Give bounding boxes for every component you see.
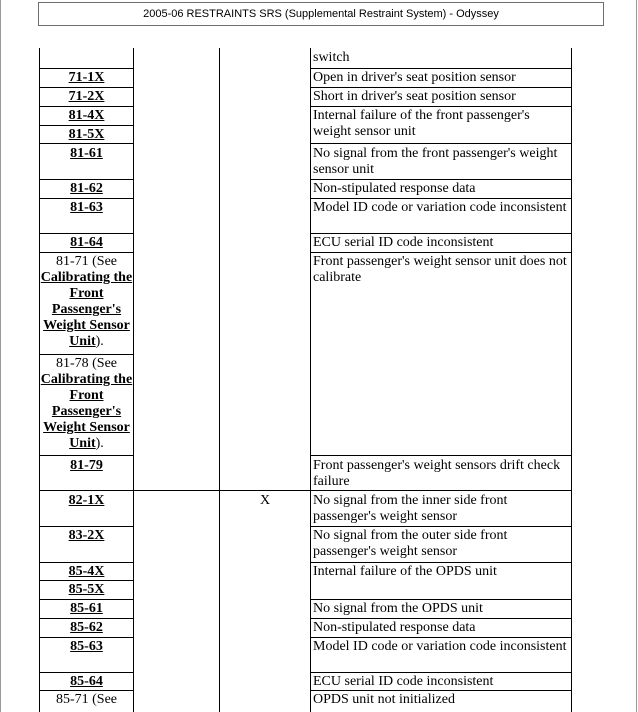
row-divider <box>310 672 572 673</box>
row-divider <box>310 87 572 88</box>
table-cell-description: OPDS unit not initialized <box>313 692 455 707</box>
dtc-code-suffix: ). <box>95 436 104 451</box>
row-divider <box>310 455 572 456</box>
table-cell-description: ECU serial ID code inconsistent <box>313 674 494 689</box>
page-edge-left <box>0 0 1 712</box>
page-edge-right <box>636 0 637 712</box>
table-cell-description: Non-stipulated response data <box>313 181 476 196</box>
table-cell-description: Non-stipulated response data <box>313 620 476 635</box>
dtc-code-link[interactable]: 71-2X <box>68 89 105 104</box>
table-cell-description: No signal from the OPDS unit <box>313 601 483 616</box>
table-cell-description: Open in driver's seat position sensor <box>313 70 516 85</box>
table-cell-description: No signal from the inner side front passenger's weight sensor <box>313 493 508 524</box>
table-column-divider <box>219 48 220 712</box>
dtc-code-link[interactable]: 71-1X <box>68 70 105 85</box>
dtc-code-suffix: ). <box>95 334 104 349</box>
row-divider <box>39 354 134 355</box>
row-divider <box>39 690 134 691</box>
row-divider <box>39 599 134 600</box>
table-column-divider <box>133 48 134 712</box>
calibration-procedure-link[interactable]: Calibrating the Front Passenger's Weight Sensor Unit <box>40 270 133 349</box>
row-divider <box>39 143 134 144</box>
row-divider <box>39 672 134 673</box>
row-divider <box>39 198 134 199</box>
row-divider <box>310 599 572 600</box>
dtc-code-text: 81-78 (See <box>55 356 118 371</box>
dtc-code-text: 81-71 (See <box>55 254 118 269</box>
table-border-right <box>571 48 572 712</box>
row-divider <box>310 68 572 69</box>
row-divider-full <box>39 490 572 491</box>
row-divider <box>310 637 572 638</box>
row-divider <box>310 526 572 527</box>
row-divider <box>39 87 134 88</box>
row-divider <box>310 618 572 619</box>
dtc-code-link[interactable]: 85-63 <box>70 639 103 654</box>
dtc-code-text: 85-71 (See <box>55 692 118 707</box>
row-divider <box>310 198 572 199</box>
row-divider <box>39 455 134 456</box>
page-header: 2005-06 RESTRAINTS SRS (Supplemental Restraint System) - Odyssey <box>38 2 604 26</box>
dtc-code-link[interactable]: 81-64 <box>70 235 103 250</box>
table-cell-description: Internal failure of the front passenger's weight sensor unit <box>313 108 530 139</box>
row-divider <box>310 143 572 144</box>
dtc-code-link[interactable]: 83-2X <box>68 528 105 543</box>
table-cell-description: Model ID code or variation code inconsistent <box>313 639 567 654</box>
row-divider <box>39 618 134 619</box>
table-cell-mark: X <box>259 493 271 508</box>
table-cell-description: Short in driver's seat position sensor <box>313 89 516 104</box>
table-cell-description: Front passenger's weight sensor unit does not calibrate <box>313 254 567 285</box>
row-divider <box>310 106 572 107</box>
row-divider <box>39 580 134 581</box>
row-divider <box>39 179 134 180</box>
dtc-code-link[interactable]: 81-62 <box>70 181 103 196</box>
row-divider <box>310 233 572 234</box>
row-divider <box>39 106 134 107</box>
row-divider <box>310 690 572 691</box>
dtc-code-link[interactable]: 81-79 <box>70 458 103 473</box>
calibration-procedure-link[interactable]: Calibrating the Front Passenger's Weight Sensor Unit <box>40 372 133 451</box>
table-cell-description: Internal failure of the OPDS unit <box>313 564 497 579</box>
dtc-code-link[interactable]: 85-4X <box>68 564 105 579</box>
row-divider <box>39 233 134 234</box>
dtc-code-link[interactable]: 85-5X <box>68 582 105 597</box>
dtc-code-link[interactable]: 81-5X <box>68 127 105 142</box>
dtc-code-link[interactable]: 85-62 <box>70 620 103 635</box>
dtc-code-cell <box>40 692 133 708</box>
dtc-code-link[interactable]: 81-63 <box>70 200 103 215</box>
dtc-code-link[interactable]: 82-1X <box>68 493 105 508</box>
row-divider <box>39 68 134 69</box>
dtc-code-link[interactable]: 85-61 <box>70 601 103 616</box>
dtc-code-link[interactable]: 81-4X <box>68 108 105 123</box>
row-divider <box>310 562 572 563</box>
row-divider <box>310 252 572 253</box>
row-divider <box>39 562 134 563</box>
table-cell-description: ECU serial ID code inconsistent <box>313 235 494 250</box>
dtc-code-cell <box>40 254 133 350</box>
row-divider <box>39 252 134 253</box>
table-cell-description: No signal from the front passenger's weight sensor unit <box>313 146 558 177</box>
dtc-code-cell <box>40 356 133 452</box>
table-cell-description: Front passenger's weight sensors drift check failure <box>313 458 561 489</box>
row-divider <box>39 125 134 126</box>
dtc-code-link[interactable]: 81-61 <box>70 146 103 161</box>
table-cell-description: switch <box>313 50 350 65</box>
table-cell-description: Model ID code or variation code inconsistent <box>313 200 567 215</box>
dtc-code-link[interactable]: 85-64 <box>70 674 103 689</box>
row-divider <box>310 179 572 180</box>
row-divider <box>39 637 134 638</box>
table-cell-description: No signal from the outer side front passenger's weight sensor <box>313 528 508 559</box>
row-divider <box>39 526 134 527</box>
